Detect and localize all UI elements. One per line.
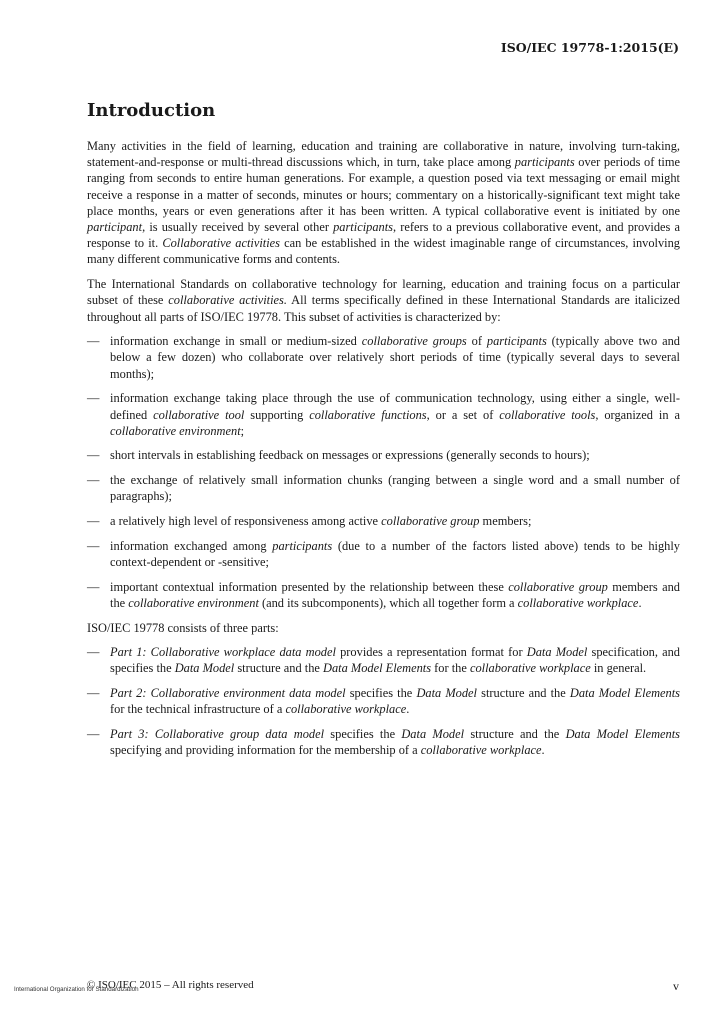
list-item	[87, 726, 680, 758]
document-body	[87, 138, 680, 767]
parts-list	[87, 644, 680, 758]
italic-term: collaborative tools	[499, 407, 596, 422]
text-run: specification, and specifies the	[110, 645, 680, 676]
list-item	[87, 513, 680, 529]
list-dash: —	[87, 538, 100, 553]
list-item-text	[110, 579, 680, 611]
text-run: The International Standards on collaborative technology for learning, education and training focus on a particular subset of these	[87, 277, 680, 308]
list-dash: —	[87, 579, 100, 594]
list-item-text	[110, 726, 680, 758]
italic-term: collaborative environment	[110, 423, 241, 438]
text-run: (due to a number of the factors listed above) tends to be highly context-dependent or -sensitive;	[110, 538, 680, 569]
italic-term: Data Model	[416, 686, 477, 701]
text-run: All terms specifically defined in these International Standards are italicized throughout all parts of ISO/IEC 19778. This subset of activities is characterized by:	[87, 293, 680, 324]
list-item-text	[110, 472, 680, 504]
text-run: the exchange of relatively small information chunks (ranging between a single word and a small number of paragraphs);	[110, 473, 680, 504]
italic-term: Collaborative activities	[162, 236, 281, 251]
italic-term: collaborative workplace	[469, 661, 591, 676]
list-dash: —	[87, 645, 100, 660]
text-run: specifying and providing information for the membership of a	[110, 743, 421, 758]
text-run: ;	[240, 423, 245, 438]
italic-term: Data Model Elements	[323, 661, 432, 676]
copyright-footer: © ISO/IEC 2015 – All rights reserved	[87, 979, 254, 991]
text-run: information exchange in small or medium-sized	[110, 334, 362, 349]
text-run: can be established in the widest imaginable range of circumstances, involving many different communicative forms and contents.	[87, 236, 680, 267]
text-run: members;	[479, 514, 532, 529]
text-run: (typically above two and below a few dozen) who collaborate over relatively short periods of time (typically several days to several months);	[110, 334, 680, 381]
characteristics-list	[87, 333, 680, 611]
text-run: .	[406, 702, 410, 717]
organization-watermark: International Organization for Standardization	[14, 986, 139, 993]
text-run: members and the	[110, 579, 680, 610]
list-item	[87, 685, 680, 717]
italic-term: collaborative groups	[361, 334, 467, 349]
italic-term: collaborative workplace	[517, 595, 639, 610]
italic-term: collaborative tool	[153, 407, 245, 422]
intro-paragraph-2	[87, 276, 680, 325]
text-run: (and its subcomponents), which all together form a	[258, 595, 518, 610]
text-run: information exchanged among	[110, 538, 273, 553]
italic-term: participants	[272, 538, 333, 553]
italic-term: Data Model	[401, 727, 465, 742]
section-title: Introduction	[87, 100, 216, 121]
text-run: structure and the	[234, 661, 324, 676]
italic-term: collaborative group	[508, 579, 608, 594]
list-dash: —	[87, 686, 100, 701]
parts-paragraph	[87, 620, 680, 636]
italic-term: collaborative workplace	[420, 743, 542, 758]
italic-term: participants	[486, 334, 547, 349]
italic-term: Data Model Elements	[565, 727, 680, 742]
italic-term: Part 3: Collaborative group data model	[110, 727, 325, 742]
list-dash: —	[87, 514, 100, 529]
italic-term: participants	[333, 220, 393, 235]
italic-term: collaborative group	[381, 514, 480, 529]
text-run: structure and the	[477, 686, 570, 701]
text-run: short intervals in establishing feedback on messages or expressions (generally seconds to hours);	[110, 448, 590, 463]
text-run: specifies the	[345, 686, 417, 701]
text-run: provides a representation format for	[335, 645, 527, 660]
list-item-text	[110, 447, 680, 463]
list-item-text	[110, 538, 680, 570]
list-item-text	[110, 685, 680, 717]
italic-term: collaborative workplace	[285, 702, 407, 717]
list-item	[87, 579, 680, 611]
italic-term: participants	[514, 155, 575, 170]
list-dash: —	[87, 334, 100, 349]
intro-paragraph-1	[87, 138, 680, 268]
italic-term: collaborative functions	[309, 407, 427, 422]
list-item	[87, 447, 680, 463]
italic-term: Data Model	[526, 645, 588, 660]
document-id-header: ISO/IEC 19778-1:2015(E)	[500, 40, 679, 55]
list-item-text	[110, 513, 680, 529]
list-dash: —	[87, 473, 100, 488]
page-number: v	[673, 979, 679, 993]
text-run: a relatively high level of responsiveness among active	[110, 514, 382, 529]
text-run: for the	[431, 661, 470, 676]
list-item	[87, 644, 680, 676]
text-run: ISO/IEC 19778 consists of three parts:	[87, 620, 279, 635]
list-dash: —	[87, 391, 100, 406]
text-run: important contextual information presented by the relationship between these	[110, 579, 509, 594]
list-item	[87, 390, 680, 439]
italic-term: Data Model	[174, 661, 235, 676]
text-run: .	[541, 743, 545, 758]
italic-term: participant	[87, 220, 143, 235]
italic-term: collaborative environment	[128, 595, 259, 610]
text-run: for the technical infrastructure of a	[110, 702, 286, 717]
list-item-text	[110, 644, 680, 676]
text-run: Many activities in the field of learning, education and training are collaborative in nature, involving turn-taking, statement-and-response or multi-thread discussions which, in turn, take place among	[87, 139, 680, 170]
text-run: specifies the	[324, 727, 402, 742]
list-item-text	[110, 333, 680, 382]
list-item	[87, 538, 680, 570]
italic-term: Part 1: Collaborative workplace data model	[110, 645, 336, 660]
italic-term: Data Model Elements	[569, 686, 680, 701]
list-dash: —	[87, 448, 100, 463]
text-run: over periods of time ranging from seconds to entire human generations. For example, a question posed via text messaging or email might receive a response in a matter of seconds, minutes or hours; commentary on a historically-significant text might take place months, years or even generations after it has been written. A typical collaborative event is initiated by one	[87, 155, 680, 218]
text-run: information exchange taking place through the use of communication technology, using either a single, well-defined	[110, 391, 680, 422]
text-run: , organized in a	[595, 407, 680, 422]
italic-term: collaborative activities.	[168, 293, 287, 308]
text-run: in general.	[590, 661, 647, 676]
text-run: , or a set of	[426, 407, 500, 422]
italic-term: Part 2: Collaborative environment data model	[110, 686, 346, 701]
list-item	[87, 472, 680, 504]
list-item	[87, 333, 680, 382]
list-item-text	[110, 390, 680, 439]
text-run: of	[466, 334, 487, 349]
text-run: , is usually received by several other	[142, 220, 334, 235]
text-run: .	[638, 595, 642, 610]
text-run: structure and the	[464, 727, 566, 742]
list-dash: —	[87, 727, 100, 742]
text-run: , refers to a previous collaborative event, and provides a response to it.	[87, 220, 680, 251]
text-run: supporting	[244, 407, 310, 422]
